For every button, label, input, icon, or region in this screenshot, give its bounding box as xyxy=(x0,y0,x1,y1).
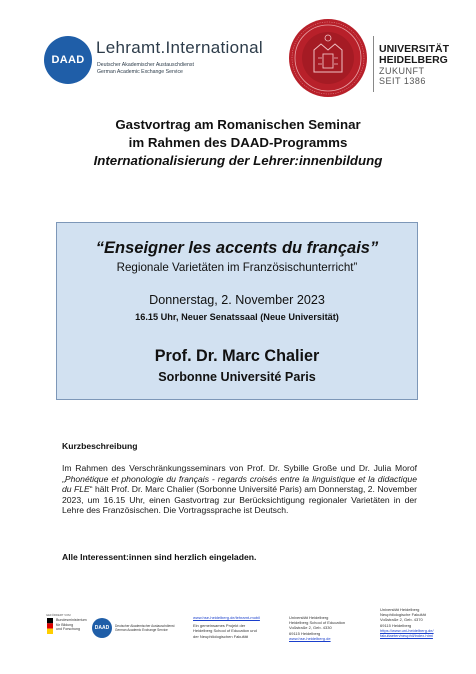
event-time-place: 16.15 Uhr, Neuer Senatssaal (Neue Universität) xyxy=(135,312,339,322)
heading-line-3: Internationalisierung der Lehrer:innenbildung xyxy=(93,153,383,168)
daad-small-logo xyxy=(92,618,112,638)
daad-logo-text: DAAD xyxy=(51,54,85,66)
speaker-affiliation: Sorbonne Université Paris xyxy=(158,370,316,384)
program-name: Lehramt.International xyxy=(96,38,263,57)
invitation-text: Alle Interessent:innen sind herzlich eingeladen. xyxy=(62,552,257,562)
event-date: Donnerstag, 2. November 2023 xyxy=(149,293,325,307)
daad-small-line-2: German Academic Exchange Service xyxy=(115,628,168,633)
daad-subline-de: Deutscher Akademischer Austauschdienst xyxy=(97,62,194,68)
project-line-1: Ein gemeinsames Projekt der xyxy=(193,623,246,629)
neuphil-link[interactable]: https://www.uni-heidelberg.de/ xyxy=(380,627,434,633)
event-info-box xyxy=(56,222,418,400)
daad-logo xyxy=(44,36,92,84)
speaker-name: Prof. Dr. Marc Chalier xyxy=(154,347,320,365)
project-line-2: Heidelberg School of Education und xyxy=(193,628,257,634)
bmbf-line-3: und Forschung xyxy=(56,627,80,632)
bmbf-name xyxy=(56,618,87,632)
footer-neuphil-column xyxy=(380,607,434,638)
lecture-subtitle: Regionale Varietäten im Französischunterricht” xyxy=(116,261,358,274)
daad-small-sub xyxy=(115,624,175,632)
university-name xyxy=(379,44,449,66)
project-link[interactable]: www.hse-heidelberg.de/lehramt-mobil xyxy=(193,615,260,620)
description-part-2: “ hält Prof. Dr. Marc Chalier (Sorbonne Université Paris) am Donnerstag, 2. November 2023, um 16.15 Uhr, einen Gastvortrag zur Berücksichtigung regionaler Varietäten in der Lehre des Französischen. Die Vortragssprache ist Deutsch. xyxy=(62,484,417,516)
description-part-1: Im Rahmen des Verschränkungsseminars von Prof. Dr. Sybille Große und Dr. Julia Morof „ xyxy=(62,463,417,484)
hse-line-3: Voßstraße 2, Geb. 4330 xyxy=(289,625,332,631)
hse-line-2: Heidelberg School of Education xyxy=(289,620,346,626)
daad-small-text: DAAD xyxy=(94,625,110,631)
university-tag-1: ZUKUNFT xyxy=(379,66,425,76)
university-line-1: UNIVERSITÄT xyxy=(379,43,450,55)
heading-line-1: Gastvortrag am Romanischen Seminar xyxy=(115,117,361,132)
hse-link[interactable]: www.hse-heidelberg.de xyxy=(289,635,331,641)
project-line-3: der Neuphilologischen Fakultät xyxy=(193,633,248,639)
description-heading: Kurzbeschreibung xyxy=(62,441,138,451)
hse-line-4: 69115 Heidelberg xyxy=(289,630,321,636)
footer-hse-column xyxy=(289,615,345,641)
event-heading xyxy=(0,116,476,170)
bmbf-line-2: für Bildung xyxy=(56,622,74,627)
neuphil-link-2[interactable]: fakultaeten/neuphil/index.html xyxy=(380,633,433,639)
university-tag-2: SEIT 1386 xyxy=(379,76,426,86)
neuphil-line-2: Neuphilologische Fakultät xyxy=(380,612,426,618)
bmbf-line-1: Bundesministerium xyxy=(56,618,87,622)
neuphil-line-3: Voßstraße 2, Geb. 4370 xyxy=(380,617,423,623)
neuphil-line-1: Universität Heidelberg xyxy=(380,607,420,612)
footer-project-column xyxy=(193,615,260,639)
university-seal-icon xyxy=(288,18,368,98)
daad-subline xyxy=(97,62,194,76)
seminar-title: Phonétique et phonologie du français - regards croisés entre la linguistique et la didactique du FLE xyxy=(62,473,417,495)
bmbf-caption: GEFÖRDERT VOM xyxy=(46,613,71,617)
heading-line-2: im Rahmen des DAAD-Programms xyxy=(128,135,348,150)
description-text xyxy=(62,463,417,516)
daad-subline-en: German Academic Exchange Service xyxy=(97,69,183,75)
german-eagle-icon xyxy=(47,618,53,634)
university-line-2: HEIDELBERG xyxy=(379,54,448,66)
neuphil-line-4: 69115 Heidelberg xyxy=(380,622,412,628)
university-tagline xyxy=(379,66,426,86)
hse-line-1: Universität Heidelberg xyxy=(289,615,329,620)
lecture-title: “Enseigner les accents du français” xyxy=(95,239,379,257)
header-divider xyxy=(373,36,374,92)
daad-small-line-1: Deutscher Akademischer Austauschdienst xyxy=(115,624,175,628)
